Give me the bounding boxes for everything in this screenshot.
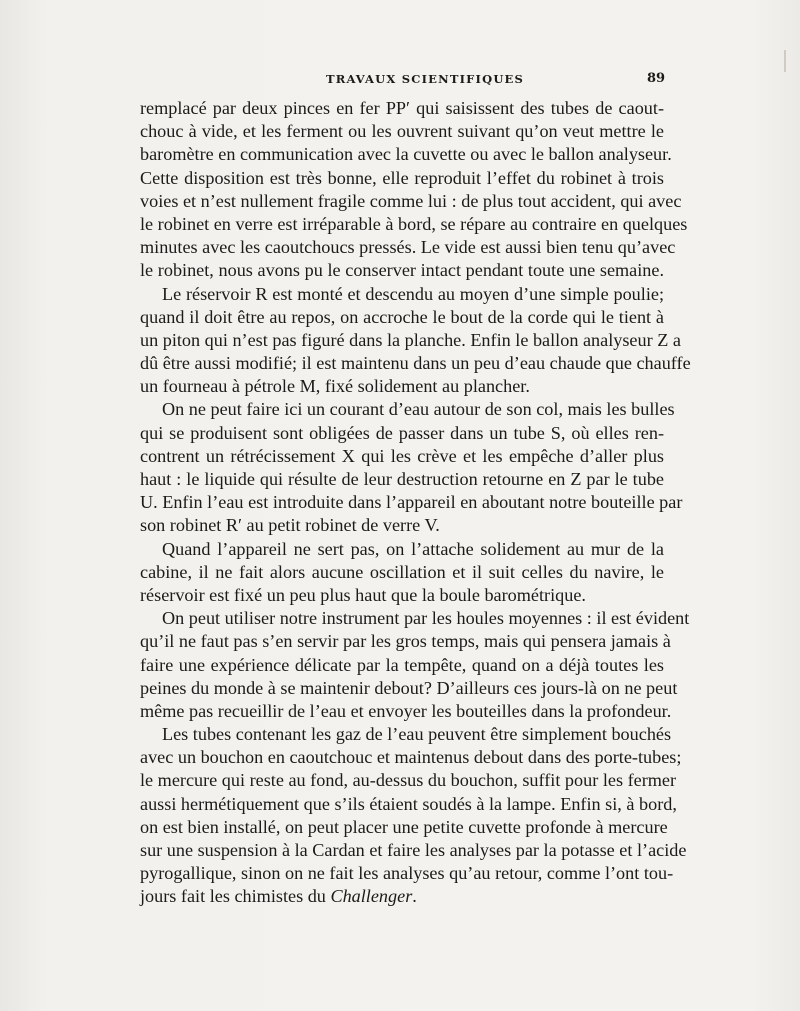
page-header (0, 72, 800, 92)
paragraph (140, 607, 690, 723)
final-line-text: jours fait les chimistes du (140, 886, 331, 907)
text-line: Quand l’appareil ne sert pas, on l’attache solidement au mur de la (162, 538, 664, 559)
paragraph (140, 283, 691, 399)
text-line: minutes avec les caoutchoucs pressés. Le vide est aussi bien tenu qu’avec (140, 237, 676, 258)
text-line: On ne peut faire ici un courant d’eau autour de son col, mais les bulles (162, 399, 675, 420)
paragraph (140, 723, 687, 909)
text-line: on est bien installé, on peut placer une petite cuvette profonde à mercure (140, 816, 668, 837)
text-line-final (140, 885, 664, 908)
text-line: un piton qui n’est pas figuré dans la planche. Enfin le ballon analyseur Z a (140, 329, 681, 350)
text-line: chouc à vide, et les ferment ou les ouvrent suivant qu’on veut mettre le (140, 121, 664, 142)
text-line: On peut utiliser notre instrument par les houles moyennes : il est évident (162, 608, 690, 629)
text-line: le robinet en verre est irréparable à bord, se répare au contraire en quelques (140, 213, 688, 234)
text-line: aussi hermétiquement que s’ils étaient soudés à la lampe. Enfin si, à bord, (140, 793, 677, 814)
text-line: son robinet R′ au petit robinet de verre V. (140, 515, 440, 536)
text-line: peines du monde à se maintenir debout? D’ailleurs ces jours-là on ne peut (140, 677, 678, 698)
text-line: cabine, il ne fait alors aucune oscillation et il suit celles du navire, le (140, 561, 664, 582)
text-line: quand il doit être au repos, on accroche le bout de la corde qui le tient à (140, 306, 664, 327)
ship-name: Challenger (330, 886, 413, 907)
text-line: sur une suspension à la Cardan et faire les analyses par la potasse et l’acide (140, 840, 687, 860)
text-line: réservoir est fixé un peu plus haut que la boule barométrique. (140, 584, 586, 605)
paragraph (140, 97, 688, 283)
page-number: 89 (647, 71, 666, 86)
final-line-period: . (412, 886, 417, 907)
text-line: même pas recueillir de l’eau et envoyer les bouteilles dans la profondeur. (140, 700, 672, 721)
text-line: Les tubes contenant les gaz de l’eau peuvent être simplement bouchés (162, 724, 672, 745)
page-edge-mark (784, 50, 786, 72)
text-line: le mercure qui reste au fond, au-dessus du bouchon, suffit pour les fermer (140, 770, 677, 791)
text-line: Le réservoir R est monté et descendu au moyen d’une simple poulie; (162, 283, 664, 304)
running-head: TRAVAUX SCIENTIFIQUES (326, 72, 525, 86)
text-line: avec un bouchon en caoutchouc et maintenus debout dans des porte-tubes; (140, 747, 682, 768)
text-line: pyrogallique, sinon on ne fait les analyses qu’au retour, comme l’ont tou- (140, 863, 674, 884)
paragraph (140, 538, 664, 608)
text-line: voies et n’est nullement fragile comme lui : de plus tout accident, qui avec (140, 190, 682, 211)
paragraph (140, 398, 683, 537)
text-line: un fourneau à pétrole M, fixé solidement au plancher. (140, 376, 530, 397)
text-line: U. Enfin l’eau est introduite dans l’appareil en aboutant notre bouteille par (140, 492, 683, 513)
body-text (140, 97, 691, 909)
text-line: Cette disposition est très bonne, elle reproduit l’effet du robinet à trois (140, 167, 664, 188)
text-line: haut : le liquide qui résulte de leur destruction retourne en Z par le tube (140, 469, 664, 489)
text-line: qui se produisent sont obligées de passer dans un tube S, où elles ren- (140, 422, 664, 443)
text-line: remplacé par deux pinces en fer PP′ qui saisissent des tubes de caout- (140, 98, 664, 118)
text-line: faire une expérience délicate par la tempête, quand on a déjà toutes les (140, 654, 664, 675)
text-line: qu’il ne faut pas s’en servir par les gros temps, mais qui pensera jamais à (140, 631, 671, 652)
text-line: dû être aussi modifié; il est maintenu dans un peu d’eau chaude que chauffe (140, 353, 691, 374)
text-line: le robinet, nous avons pu le conserver intact pendant toute une semaine. (140, 260, 664, 281)
text-line: baromètre en communication avec la cuvette ou avec le ballon analyseur. (140, 144, 672, 165)
text-line: contrent un rétrécissement X qui les crève et les empêche d’aller plus (140, 445, 664, 466)
